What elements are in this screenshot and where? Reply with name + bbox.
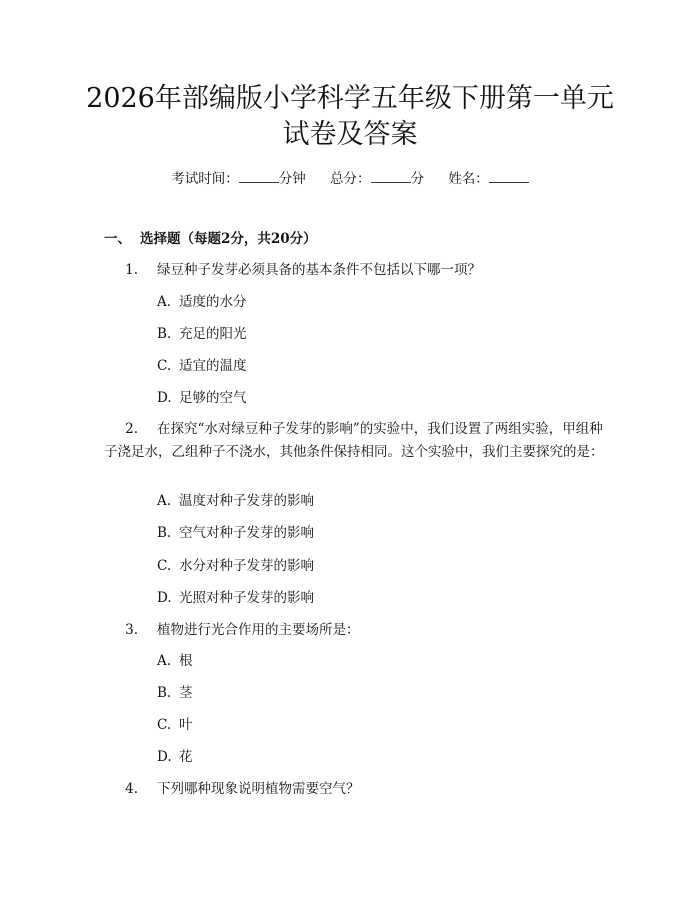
option-letter: D. xyxy=(157,749,172,765)
question-3 xyxy=(104,619,604,642)
exam-meta-line xyxy=(0,169,700,189)
question-1-option-c xyxy=(157,356,247,376)
option-letter: A. xyxy=(157,493,172,509)
option-text: 花 xyxy=(179,749,193,765)
option-text: 根 xyxy=(179,653,193,669)
question-text: 下列哪种现象说明植物需要空气？ xyxy=(157,781,360,797)
question-2-option-b xyxy=(157,523,314,543)
option-text: 光照对种子发芽的影响 xyxy=(179,590,314,606)
name-field xyxy=(448,169,529,189)
option-text: 水分对种子发芽的影响 xyxy=(179,558,314,574)
total-score-field xyxy=(330,169,424,189)
question-4 xyxy=(104,778,604,801)
question-3-option-b xyxy=(157,683,193,703)
section-number: 一、 xyxy=(104,231,131,247)
total-score-blank xyxy=(371,170,411,183)
option-letter: A. xyxy=(157,294,172,310)
question-1 xyxy=(104,259,604,282)
exam-time-blank xyxy=(239,170,279,183)
question-1-option-b xyxy=(157,324,247,344)
question-number: 4. xyxy=(125,781,138,797)
total-score-label: 总分： xyxy=(330,171,371,187)
question-text: 在探究“水对绿豆种子发芽的影响”的实验中，我们设置了两组实验，甲组种子浇足水，乙组种子不浇水，其他条件保持相同。这个实验中，我们主要探究的是： xyxy=(104,421,604,460)
option-text: 叶 xyxy=(179,717,193,733)
question-3-option-d xyxy=(157,747,193,767)
exam-time-label: 考试时间： xyxy=(171,171,239,187)
question-number: 2. xyxy=(125,421,138,437)
option-letter: C. xyxy=(157,358,172,374)
name-blank xyxy=(489,170,529,183)
question-1-option-d xyxy=(157,388,247,408)
question-text: 绿豆种子发芽必须具备的基本条件不包括以下哪一项？ xyxy=(157,262,481,278)
option-letter: B. xyxy=(157,685,172,701)
question-2-option-d xyxy=(157,588,314,608)
option-text: 空气对种子发芽的影响 xyxy=(179,525,314,541)
name-label: 姓名： xyxy=(448,171,489,187)
question-3-option-a xyxy=(157,651,193,671)
question-1-option-a xyxy=(157,292,247,312)
option-text: 充足的阳光 xyxy=(179,326,247,342)
question-text: 植物进行光合作用的主要场所是： xyxy=(157,622,360,638)
document-title-line-1: 2026年部编版小学科学五年级下册第一单元 xyxy=(86,83,614,114)
section-heading xyxy=(104,229,317,249)
option-letter: A. xyxy=(157,653,172,669)
option-letter: C. xyxy=(157,717,172,733)
option-text: 适度的水分 xyxy=(179,294,247,310)
option-text: 温度对种子发芽的影响 xyxy=(179,493,314,509)
total-score-unit: 分 xyxy=(410,171,424,187)
document-title-line-2: 试卷及答案 xyxy=(282,119,418,150)
option-letter: C. xyxy=(157,558,172,574)
section-title: 选择题（每题2分，共20分） xyxy=(140,231,317,247)
question-3-option-c xyxy=(157,715,193,735)
option-text: 茎 xyxy=(179,685,193,701)
option-text: 适宜的温度 xyxy=(179,358,247,374)
question-2-option-a xyxy=(157,491,314,511)
option-letter: D. xyxy=(157,590,172,606)
question-number: 3. xyxy=(125,622,138,638)
exam-time-unit: 分钟 xyxy=(278,171,306,187)
option-letter: D. xyxy=(157,390,172,406)
option-letter: B. xyxy=(157,326,172,342)
exam-time-field xyxy=(171,169,306,189)
question-number: 1. xyxy=(125,262,138,278)
question-2-option-c xyxy=(157,556,314,576)
option-text: 足够的空气 xyxy=(179,390,247,406)
question-2 xyxy=(104,418,604,463)
option-letter: B. xyxy=(157,525,172,541)
